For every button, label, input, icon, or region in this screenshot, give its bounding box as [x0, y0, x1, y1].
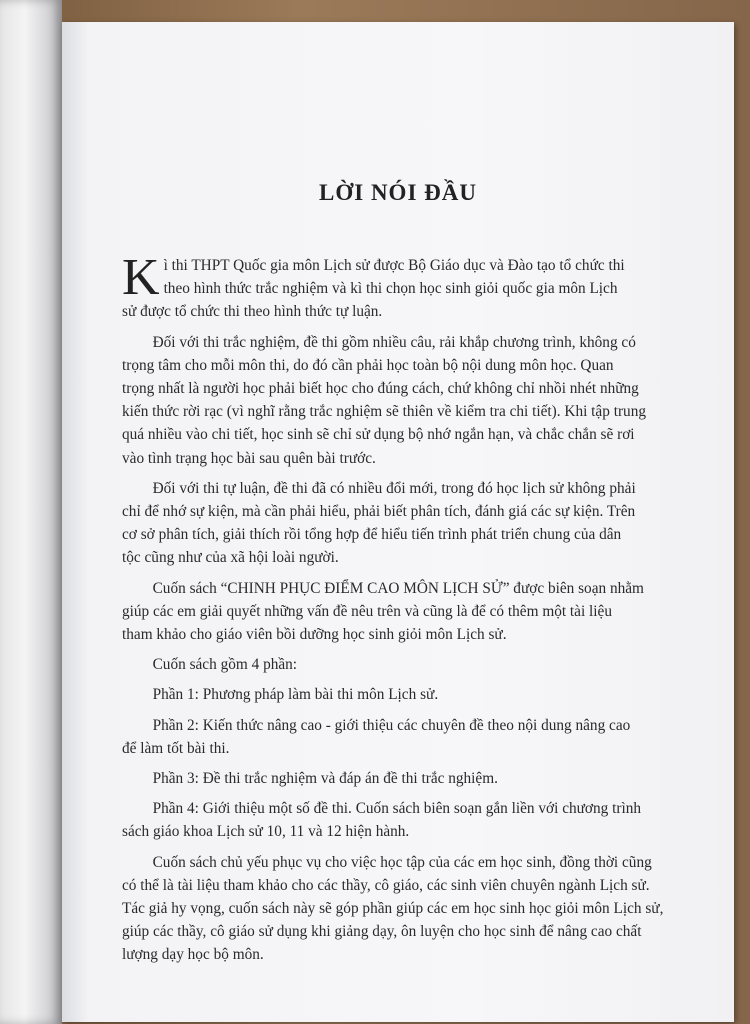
paragraph-parts-intro: [122, 653, 690, 676]
text-line: có thể là tài liệu tham khảo cho các thầy, cô giáo, các sinh viên chuyên ngành Lịch sử.: [122, 876, 650, 894]
paragraph-book-purpose: [122, 577, 690, 647]
text-line: Phần 3: Đề thi trắc nghiệm và đáp án đề thi trắc nghiệm.: [152, 770, 498, 788]
text-line: ì thi THPT Quốc gia môn Lịch sử được Bộ Giáo dục và Đào tạo tổ chức thi: [163, 257, 625, 274]
text-line: Phần 1: Phương pháp làm bài thi môn Lịch sử.: [152, 686, 439, 704]
paragraph-closing: [122, 851, 690, 967]
text-line: Cuốn sách “CHINH PHỤC ĐIỂM CAO MÔN LỊCH SỬ” được biên soạn nhằm: [152, 579, 644, 597]
text-line: Đối với thi tự luận, đề thi đã có nhiều đổi mới, trong đó học lịch sử không phải: [152, 479, 636, 497]
text-line: trọng nhất là người học phải biết học cho đúng cách, chứ không chỉ nhồi nhét những: [122, 380, 639, 398]
text-line: kiến thức rời rạc (vì nghĩ rằng trắc nghiệm sẽ thiên về kiểm tra chi tiết). Khi tập trung: [122, 403, 646, 421]
text-line: Cuốn sách gồm 4 phần:: [152, 656, 298, 674]
text-line: Tác giả hy vọng, cuốn sách này sẽ góp phần giúp các em học sinh học giỏi môn Lịch sử,: [122, 900, 664, 918]
text-line: Đối với thi trắc nghiệm, đề thi gồm nhiều câu, rải khắp chương trình, không có: [152, 333, 636, 351]
text-line: giúp các em giải quyết những vấn đề nêu trên và cũng là để có thêm một tài liệu: [122, 602, 612, 620]
text-line: giúp các thầy, cô giáo sử dụng khi giảng dạy, ôn luyện cho học sinh để nâng cao chất: [122, 923, 642, 941]
text-line: vào tình trạng học bài sau quên bài trước.: [122, 449, 376, 467]
text-line: Phần 4: Giới thiệu một số đề thi. Cuốn sách biên soạn gắn liền với chương trình: [152, 800, 642, 818]
paragraph-multiple-choice: [122, 331, 690, 470]
paragraph-part-1: [122, 683, 690, 706]
text-line: trọng tâm cho mỗi môn thi, do đó cần phải học toàn bộ nội dung môn học. Quan: [122, 356, 614, 374]
text-line: theo hình thức trắc nghiệm và kì thi chọn học sinh giỏi quốc gia môn Lịch: [163, 280, 618, 298]
paragraph-part-4: [122, 797, 690, 843]
text-line: sách giáo khoa Lịch sử 10, 11 và 12 hiện hành.: [122, 823, 410, 841]
text-line: để làm tốt bài thi.: [122, 739, 230, 757]
text-line: quá nhiều vào chi tiết, học sinh sẽ chỉ sử dụng bộ nhớ ngắn hạn, và chắc chắn sẽ rơi: [122, 426, 635, 444]
text-line: Cuốn sách chủ yếu phục vụ cho việc học tập của các em học sinh, đồng thời cũng: [152, 853, 652, 871]
paragraph-part-3: [122, 767, 690, 790]
text-line: Phần 2: Kiến thức nâng cao - giới thiệu các chuyên đề theo nội dung nâng cao: [152, 716, 631, 734]
page-title: LỜI NÓI ĐẦU: [319, 180, 477, 205]
left-page-edge: [0, 0, 62, 1024]
preface-body: [122, 249, 690, 974]
paragraph-intro: [122, 249, 690, 324]
text-line: tham khảo cho giáo viên bồi dưỡng học sinh giỏi môn Lịch sử.: [122, 626, 507, 644]
text-line: sử được tổ chức thi theo hình thức tự luận.: [122, 303, 383, 321]
paragraph-part-2: [122, 714, 690, 760]
text-line: lượng dạy học bộ môn.: [122, 946, 264, 964]
text-line: cơ sở phân tích, giải thích rồi tổng hợp để hiểu tiến trình phát triển chung của dân: [122, 526, 622, 544]
text-line: tộc cũng như của xã hội loài người.: [122, 549, 339, 567]
drop-cap: K: [122, 249, 160, 306]
text-line: chỉ để nhớ sự kiện, mà cần phải hiểu, phải biết phân tích, đánh giá các sự kiện. Trên: [122, 503, 636, 521]
paragraph-essay: [122, 477, 690, 570]
